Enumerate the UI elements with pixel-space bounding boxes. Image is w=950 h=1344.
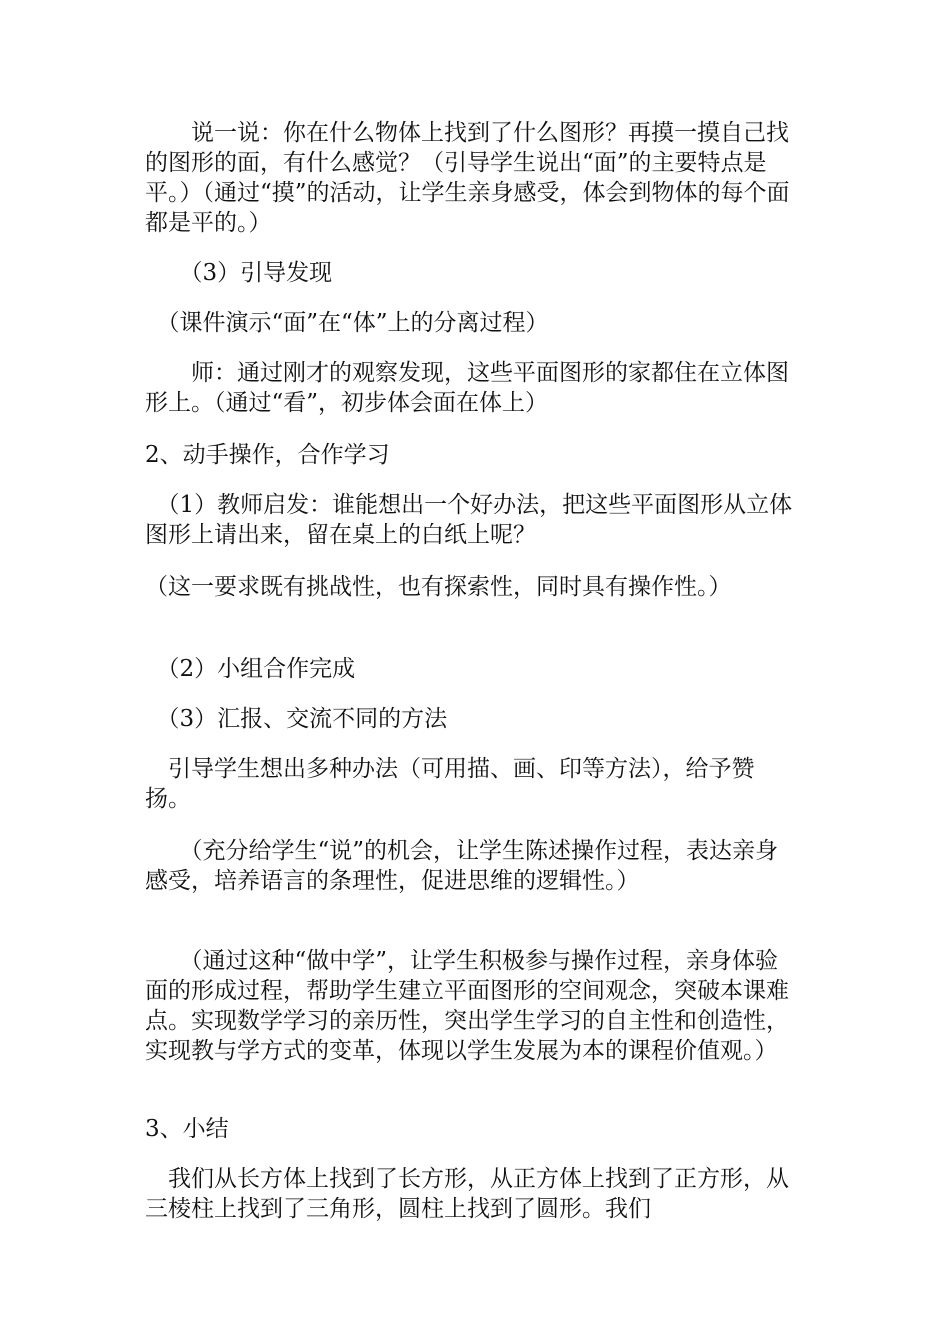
section-heading-2: 2、动手操作，合作学习 <box>145 442 390 468</box>
paragraph-methods: 引导学生想出多种办法（可用描、画、印等方法），给予赞扬。 <box>145 756 755 812</box>
paragraph-summary: 我们从长方体上找到了长方形，从正方体上找到了正方形，从三棱柱上找到了三角形，圆柱上找到了圆形。我们 <box>145 1166 789 1222</box>
paragraph-speaking-chance: （充分给学生“说”的机会，让学生陈述操作过程，表达亲身感受，培养语言的条理性，促进思维的逻辑性。） <box>145 838 779 894</box>
section-heading-3: 3、小结 <box>145 1116 229 1142</box>
paragraph-challenge-note: （这一要求既有挑战性，也有探索性，同时具有操作性。） <box>145 574 732 600</box>
paragraph-say: 说一说：你在什么物体上找到了什么图形？再摸一摸自己找的图形的面，有什么感觉？（引导学生说出“面”的主要特点是平。）（通过“摸”的活动，让学生亲身感受，体会到物体的每个面都是平的。） <box>145 120 790 236</box>
paragraph-courseware-demo: （课件演示“面”在“体”上的分离过程） <box>145 310 549 336</box>
paragraph-teacher: 师：通过刚才的观察发现，这些平面图形的家都住在立体图形上。（通过“看”，初步体会面在体上） <box>145 360 789 416</box>
paragraph-teacher-prompt: （1）教师启发：谁能想出一个好办法，把这些平面图形从立体图形上请出来，留在桌上的白纸上呢？ <box>145 492 793 548</box>
paragraph-group-work: （2）小组合作完成 <box>145 656 356 682</box>
paragraph-report: （3）汇报、交流不同的方法 <box>145 706 448 732</box>
paragraph-guide-discover: （3）引导发现 <box>145 260 333 286</box>
paragraph-learning-by-doing: （通过这种“做中学”，让学生积极参与操作过程，亲身体验面的形成过程，帮助学生建立平面图形的空间观念，突破本课难点。实现数学学习的亲历性，突出学生学习的自主性和创造性，实现教与学方式的变革，体现以学生发展为本的课程价值观。） <box>145 948 789 1064</box>
